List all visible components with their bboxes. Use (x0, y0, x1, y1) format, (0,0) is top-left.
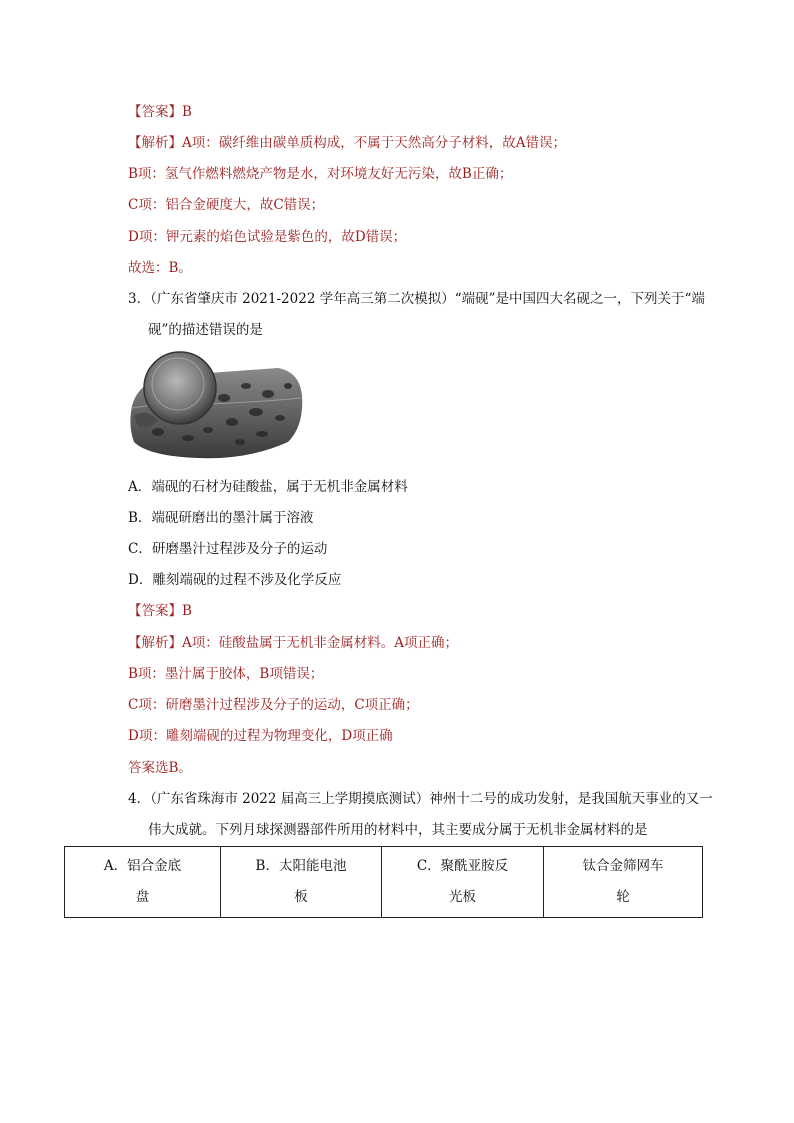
analysis-tag: 【解析】 (128, 635, 182, 651)
q3-analysis-line-2: B项：墨汁属于胶体，B项错误； (128, 666, 324, 682)
option-text: C．聚酰亚胺反 (416, 858, 509, 874)
q3-option-b: B．端砚研磨出的墨汁属于溶液 (128, 510, 314, 526)
answer-value: B (182, 104, 192, 120)
q2-answer (128, 103, 192, 121)
analysis-tag: 【解析】 (128, 135, 182, 151)
q2-analysis-line-1 (128, 134, 566, 152)
table-row (65, 847, 703, 918)
option-text: A．铝合金底 (103, 858, 182, 874)
answer-value: B (182, 603, 192, 619)
option-text: 板 (294, 889, 308, 905)
q4-options-table (64, 846, 703, 918)
q3-analysis-line-4: D项：雕刻端砚的过程为物理变化，D项正确 (128, 728, 393, 744)
q2-analysis-line-3: C项：铝合金硬度大，故C错误； (128, 197, 325, 213)
option-text: 轮 (616, 889, 630, 905)
q4-option-c-cell (382, 847, 544, 918)
q3-stem-line-2: 砚”的描述错误的是 (148, 322, 263, 338)
answer-tag: 【答案】 (128, 603, 182, 619)
q3-answer (128, 602, 192, 620)
q3-analysis-line-3: C项：研磨墨汁过程涉及分子的运动，C项正确； (128, 697, 419, 713)
analysis-text: A项：碳纤维由碳单质构成，不属于天然高分子材料，故A错误； (182, 135, 566, 151)
q3-option-c: C．研磨墨汁过程涉及分子的运动 (128, 541, 328, 557)
q2-analysis-line-2: B项：氢气作燃料燃烧产物是水，对环境友好无污染，故B正确； (128, 166, 513, 182)
option-text: B．太阳能电池 (255, 858, 347, 874)
q3-option-a: A．端砚的石材为硅酸盐，属于无机非金属材料 (128, 479, 408, 495)
q4-stem-line-1: 4．（广东省珠海市 2022 届高三上学期摸底测试）神州十二号的成功发射，是我国航天事业的又一 (128, 791, 713, 807)
analysis-text: A项：硅酸盐属于无机非金属材料。A项正确； (182, 635, 458, 651)
duan-inkstone-image (128, 346, 304, 464)
option-text: 盘 (135, 889, 150, 905)
q4-option-a-cell (65, 847, 221, 918)
q4-option-b-cell (221, 847, 382, 918)
q3-analysis-line-1 (128, 634, 458, 652)
q2-analysis-line-4: D项：钾元素的焰色试验是紫色的，故D错误； (128, 229, 407, 245)
option-text: 钛合金筛网车 (582, 858, 664, 874)
q4-stem-line-2: 伟大成就。下列月球探测器部件所用的材料中，其主要成分属于无机非金属材料的是 (148, 822, 648, 838)
answer-tag: 【答案】 (128, 104, 182, 120)
q4-option-d-cell (544, 847, 703, 918)
q3-stem-line-1: 3．（广东省肇庆市 2021-2022 学年高三第二次模拟）“端砚”是中国四大名砚之一，下列关于“端 (128, 291, 705, 307)
q3-conclusion: 答案选B。 (128, 760, 192, 776)
q3-option-d: D．雕刻端砚的过程不涉及化学反应 (128, 572, 342, 588)
option-text: 光板 (449, 889, 476, 905)
q2-conclusion: 故选：B。 (128, 260, 192, 276)
